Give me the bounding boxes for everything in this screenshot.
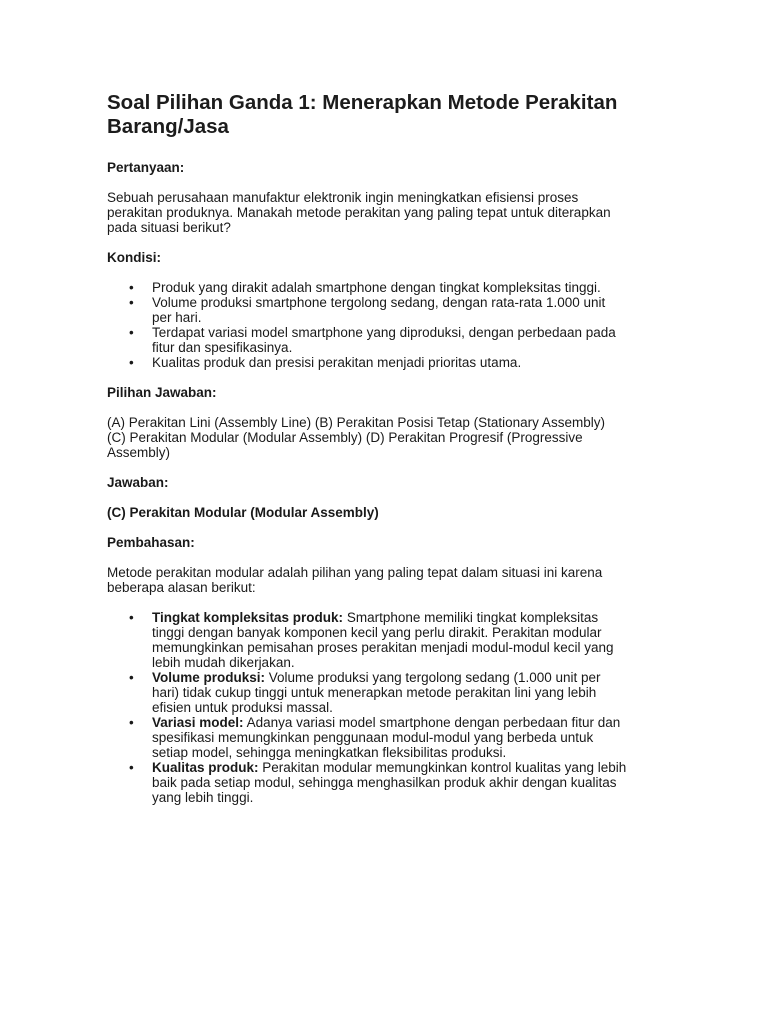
kondisi-item [129,355,627,370]
pembahasan-item-term: Kualitas produk: [152,760,259,775]
pembahasan-item-term: Volume produksi: [152,670,266,685]
pembahasan-heading: Pembahasan: [107,535,195,550]
kondisi-item [129,295,627,325]
pertanyaan-heading: Pertanyaan: [107,160,185,175]
pembahasan-item-term: Variasi model: [152,715,244,730]
document-page [107,91,627,820]
kondisi-item-text: Terdapat variasi model smartphone yang diproduksi, dengan perbedaan pada fitur dan spesifikasinya. [152,325,616,355]
pembahasan-item-text: Volume produksi yang tergolong sedang (1.000 unit per hari) tidak cukup tinggi untuk menerapkan metode perakitan lini yang lebih efisien untuk produksi massal. [152,670,601,715]
pembahasan-intro: Metode perakitan modular adalah pilihan yang paling tepat dalam situasi ini karena beberapa alasan berikut: [107,565,603,595]
kondisi-item-text: Volume produksi smartphone tergolong sedang, dengan rata-rata 1.000 unit per hari. [152,295,606,325]
pembahasan-list [107,610,627,805]
bullet-icon: • [129,670,134,685]
pembahasan-item [129,715,627,760]
pembahasan-item [129,670,627,715]
bullet-icon: • [129,715,134,730]
bullet-icon: • [129,760,134,775]
pembahasan-item [129,760,627,805]
kondisi-heading: Kondisi: [107,250,161,265]
jawaban-heading: Jawaban: [107,475,169,490]
pilihan-jawaban-text: (A) Perakitan Lini (Assembly Line) (B) Perakitan Posisi Tetap (Stationary Assembly) (C) Perakitan Modular (Modular Assembly) (D) Perakitan Progresif (Progressive Assembly) [107,415,605,460]
pembahasan-item [129,610,627,670]
pembahasan-item-term: Tingkat kompleksitas produk: [152,610,344,625]
pertanyaan-text: Sebuah perusahaan manufaktur elektronik ingin meningkatkan efisiensi proses perakitan produknya. Manakah metode perakitan yang paling tepat untuk diterapkan pada situasi berikut? [107,190,611,235]
jawaban-answer: (C) Perakitan Modular (Modular Assembly) [107,505,379,520]
kondisi-list [107,280,627,370]
pilihan-jawaban-heading: Pilihan Jawaban: [107,385,217,400]
bullet-icon: • [129,280,134,295]
pembahasan-item-text: Adanya variasi model smartphone dengan perbedaan fitur dan spesifikasi memungkinkan penggunaan modul-modul yang berbeda untuk setiap model, sehingga meningkatkan fleksibilitas produksi. [152,715,621,760]
document-title: Soal Pilihan Ganda 1: Menerapkan Metode Perakitan Barang/Jasa [107,91,618,138]
kondisi-item [129,325,627,355]
kondisi-item [129,280,627,295]
bullet-icon: • [129,325,134,340]
bullet-icon: • [129,610,134,625]
bullet-icon: • [129,295,134,310]
kondisi-item-text: Kualitas produk dan presisi perakitan menjadi prioritas utama. [152,355,522,370]
kondisi-item-text: Produk yang dirakit adalah smartphone dengan tingkat kompleksitas tinggi. [152,280,601,295]
bullet-icon: • [129,355,134,370]
pembahasan-item-text: Perakitan modular memungkinkan kontrol kualitas yang lebih baik pada setiap modul, sehingga menghasilkan produk akhir dengan kualitas yang lebih tinggi. [152,760,627,805]
pembahasan-item-text: Smartphone memiliki tingkat kompleksitas tinggi dengan banyak komponen kecil yang perlu dirakit. Perakitan modular memungkinkan pemisahan proses perakitan menjadi modul-modul kecil yang lebih mudah dikerjakan. [152,610,614,670]
